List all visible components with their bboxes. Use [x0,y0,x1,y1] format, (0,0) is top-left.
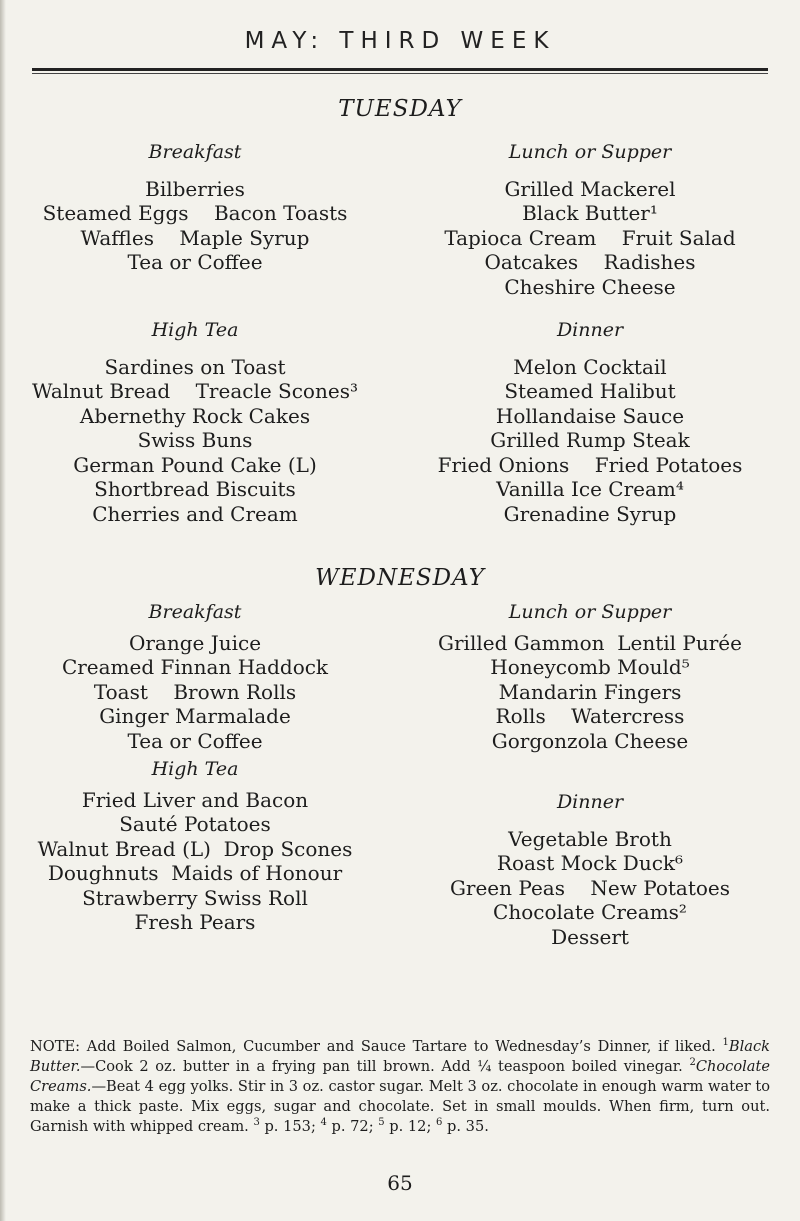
tuesday-lunch [385,140,795,299]
footnote-mark: 6 [436,1117,443,1129]
menu-item: Grenadine Syrup [503,501,677,526]
menu-item: Oatcakes Radishes [484,250,696,274]
wednesday-lunch [385,600,795,753]
footnote-title: Black Butter. [30,1038,770,1075]
menu-item: Hollandaise Sauce [495,403,685,428]
menu-item: Creamed Finnan Haddock [61,655,329,679]
menu-item: Shortbread Biscuits [94,477,296,501]
menu-item: Vanilla Ice Cream⁴ [496,477,684,501]
recipe-note [30,1037,770,1137]
menu-item: German Pound Cake (L) [73,452,317,477]
menu-item: Waffles Maple Syrup [80,225,310,250]
tuesday-breakfast-heading: Breakfast [148,141,242,163]
tuesday-high-tea-heading: High Tea [151,319,239,341]
footnote-mark: 1 [722,1037,729,1049]
wednesday-breakfast-heading: Breakfast [148,601,242,623]
menu-item: Grilled Mackerel [504,176,676,201]
menu-item: Bilberries [145,176,245,201]
menu-item: Strawberry Swiss Roll [82,885,308,910]
menu-item: Chocolate Creams² [493,900,687,924]
menu-item: Dessert [551,924,629,949]
header-rule-thin [32,73,768,74]
footnote-text: p. 153; [259,1118,321,1135]
wednesday-breakfast [5,600,385,935]
menu-item: Fried Liver and Bacon [81,787,309,812]
menu-item: Cheshire Cheese [504,274,676,299]
footnote-mark: 5 [378,1117,385,1129]
menu-item: Fried Onions Fried Potatoes [437,452,743,477]
footnote-mark: 4 [320,1117,327,1129]
menu-item: Grilled Gammon Lentil Purée [438,630,742,655]
menu-item: Black Butter¹ [522,201,658,225]
menu-item: Steamed Eggs Bacon Toasts [42,201,348,225]
tuesday-lunch-heading: Lunch or Supper [508,141,672,163]
menu-item: Steamed Halibut [504,379,676,403]
tuesday-high-tea [5,318,385,526]
footnote-mark: 2 [689,1057,696,1069]
tuesday-breakfast [5,140,385,275]
wednesday-dinner-heading: Dinner [556,791,624,813]
footnote-text: p. 72; [326,1118,379,1135]
menu-item: Swiss Buns [137,428,253,452]
menu-item: Cherries and Cream [92,501,298,526]
tuesday-dinner-heading: Dinner [556,319,624,341]
tuesday-dinner [385,318,795,526]
menu-item: Vegetable Broth [508,826,672,851]
note-intro: NOTE: Add Boiled Salmon, Cucumber and Sauce Tartare to Wednesday’s Dinner, if liked. [30,1038,723,1055]
menu-item: Tea or Coffee [127,250,263,274]
wednesday-title: WEDNESDAY [315,565,485,591]
footnote-title: Chocolate Creams. [30,1058,770,1095]
footnote-text: —Beat 4 egg yolks. Stir in 3 oz. castor sugar. Melt 3 oz. chocolate in enough warm water to make a thick paste. Mix eggs, sugar and chocolate. Set in small moulds. When firm, turn out. Garnish with whipped cream. [30,1078,770,1135]
tuesday-title: TUESDAY [338,96,462,122]
menu-item: Doughnuts Maids of Honour [47,861,343,885]
menu-item: Walnut Bread (L) Drop Scones [37,836,353,861]
menu-item: Ginger Marmalade [99,704,291,728]
footnote-text: —Cook 2 oz. butter in a frying pan till brown. Add ¼ teaspoon boiled vinegar. [80,1058,690,1075]
footnote-mark: 3 [253,1117,260,1129]
menu-item: Roast Mock Duck⁶ [496,851,684,875]
menu-item: Green Peas New Potatoes [449,875,731,900]
footnote-text: p. 12; [384,1118,437,1135]
wednesday-high-tea-heading: High Tea [151,758,239,780]
wednesday-dinner [385,790,795,949]
menu-item: Tea or Coffee [127,728,263,753]
header-rule [32,68,768,71]
menu-item: Mandarin Fingers [498,679,682,704]
wednesday-lunch-heading: Lunch or Supper [508,601,672,623]
menu-item: Melon Cocktail [513,354,667,379]
menu-item: Grilled Rump Steak [490,428,690,452]
page-number: 65 [387,1171,413,1195]
menu-item: Sardines on Toast [104,354,286,379]
menu-item: Abernethy Rock Cakes [79,403,311,428]
footnote-text: p. 35. [442,1118,489,1135]
menu-item: Sauté Potatoes [119,812,271,836]
menu-item: Honeycomb Mould⁵ [490,655,690,679]
menu-item: Orange Juice [128,630,262,655]
menu-item: Rolls Watercress [495,704,685,728]
menu-item: Toast Brown Rolls [93,679,297,704]
menu-item: Gorgonzola Cheese [491,728,689,753]
menu-item: Walnut Bread Treacle Scones³ [32,379,358,403]
menu-item: Tapioca Cream Fruit Salad [444,225,736,250]
menu-item: Fresh Pears [134,910,256,934]
page-header: MAY: THIRD WEEK [244,28,556,54]
